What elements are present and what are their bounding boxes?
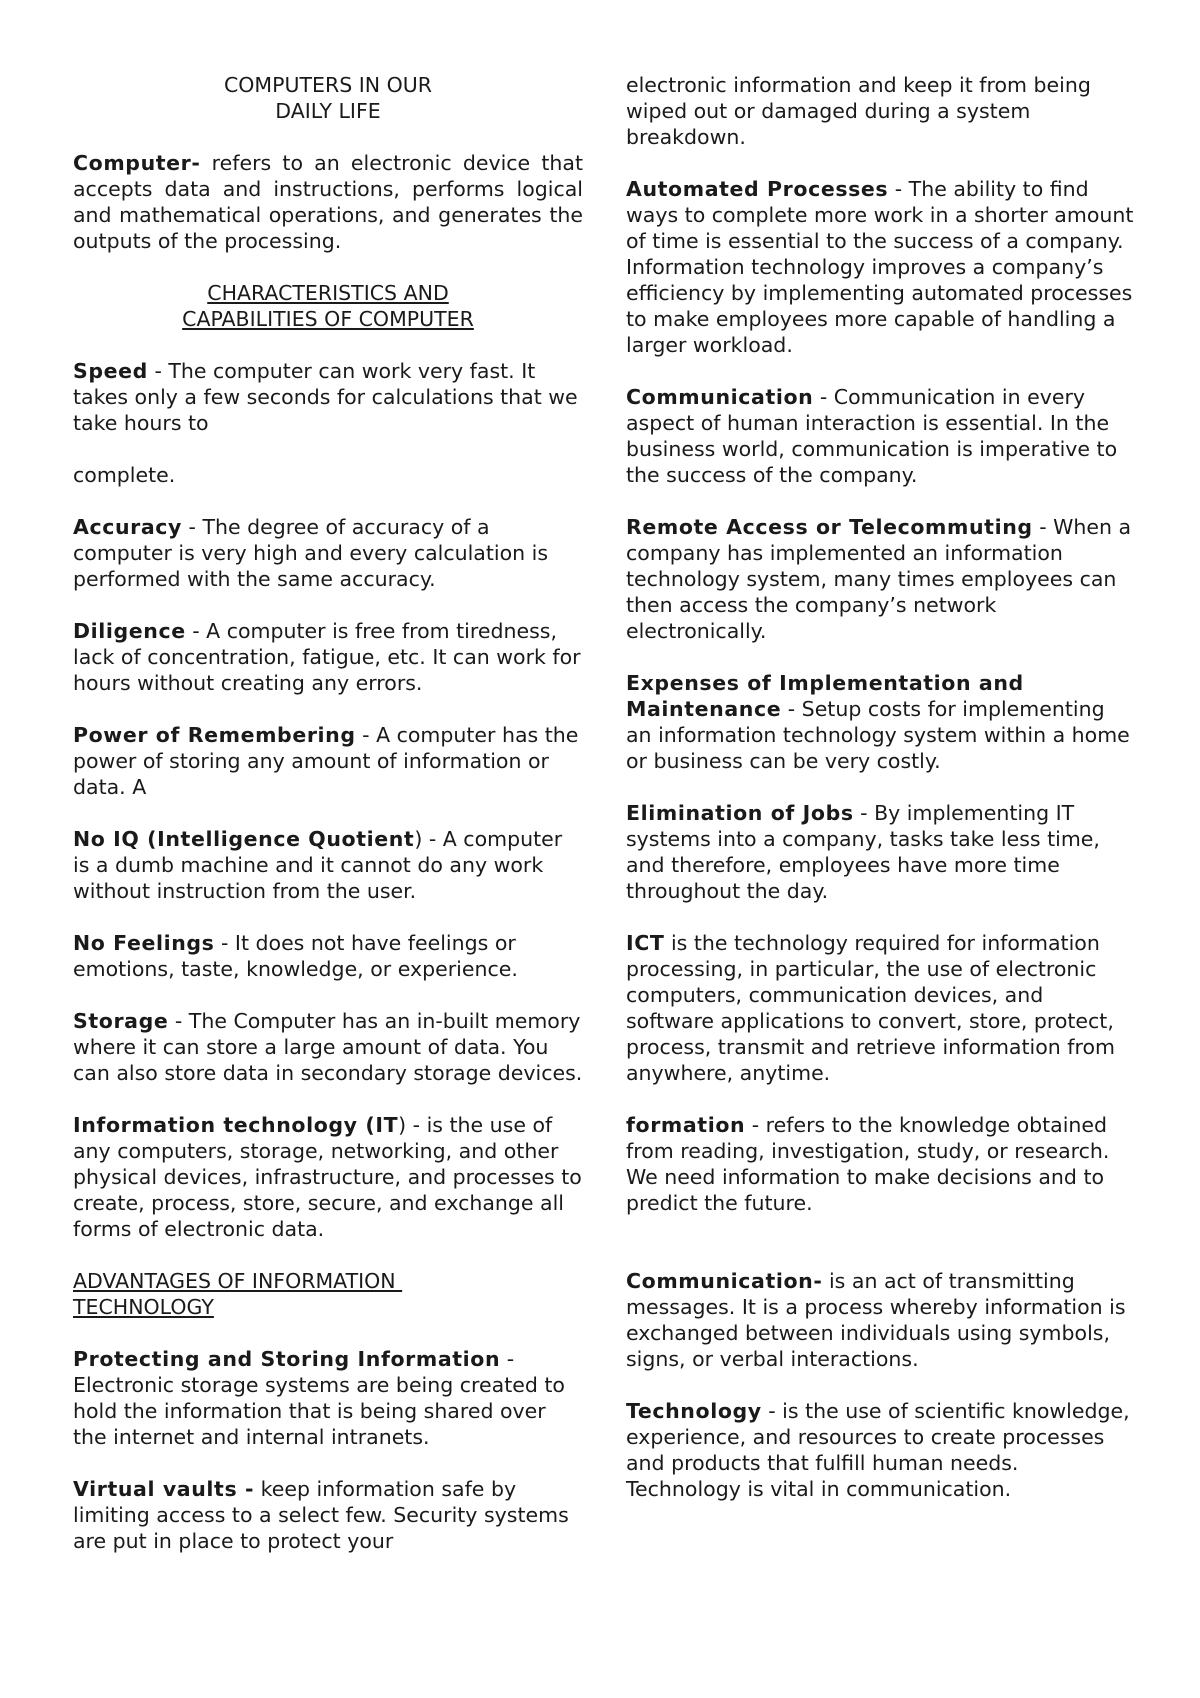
text-speed: - The computer can work very fast. It takes only a few seconds for calculations that we take hours to [73,359,578,435]
text-communication-definition: is an act of transmitting messages. It is a process whereby information is exchanged between individuals using symbols, signs, or verbal interactions. [626,1269,1126,1371]
document-title [73,72,583,124]
text-no-feelings: - It does not have feelings or emotions, taste, knowledge, or experience. [73,931,518,981]
text-expenses: - Setup costs for implementing an information technology system within a home or business can be very costly. [626,697,1130,773]
term-remote-access: Remote Access or Telecommuting [626,515,1033,539]
item-protecting [73,1346,583,1450]
definition-computer [73,150,583,254]
text-automated-processes: - The ability to find ways to complete more work in a shorter amount of time is essential to the success of a company. Information technology improves a company’s efficiency by implementing automated processes to make employees more capable of handling a larger workload. [626,177,1134,357]
term-computer: Computer- [73,151,201,175]
item-formation [626,1112,1136,1216]
term-ict: ICT [626,931,665,955]
item-elimination-of-jobs [626,800,1136,904]
term-formation: formation [626,1113,746,1137]
term-accuracy: Accuracy [73,515,183,539]
item-technology [626,1398,1136,1502]
item-no-feelings [73,930,583,982]
heading-characteristics-line-1: CHARACTERISTICS AND [207,281,449,305]
term-protecting: Protecting and Storing Information [73,1347,501,1371]
term-elimination-of-jobs: Elimination of Jobs [626,801,854,825]
term-speed: Speed [73,359,148,383]
item-expenses [626,670,1136,774]
title-line-1: COMPUTERS IN OUR [223,73,433,97]
heading-characteristics-line-2: CAPABILITIES OF COMPUTER [182,307,474,331]
item-information-technology [73,1112,583,1242]
text-diligence: - A computer is free from tiredness, lack of concentration, fatigue, etc. It can work for hours without creating any errors. [73,619,581,695]
item-no-iq [73,826,583,904]
text-formation: - refers to the knowledge obtained from reading, investigation, study, or research. We need information to make decisions and to predict the future. [626,1113,1110,1215]
text-communication: - Communication in every aspect of human interaction is essential. In the business world, communication is imperative to the success of the company. [626,385,1118,487]
term-expenses: Expenses of Implementation and Maintenance [626,671,1024,721]
text-ict: is the technology required for information processing, in particular, the use of electronic computers, communication devices, and software applications to convert, store, protect, process, transmit and retrieve information from anywhere, anytime. [626,931,1115,1085]
term-remembering: Power of Remembering [73,723,356,747]
text-information-technology: ) - is the use of any computers, storage, networking, and other physical devices, infrastructure, and processes to create, process, store, secure, and exchange all forms of electronic data. [73,1113,582,1241]
term-storage: Storage [73,1009,169,1033]
term-no-iq: No IQ (Intelligence Quotient [73,827,415,851]
heading-advantages [73,1268,583,1320]
item-speed-continuation: complete. [73,463,176,487]
term-communication-definition: Communication- [626,1269,823,1293]
text-remembering: - A computer has the power of storing any amount of information or data. A [73,723,579,799]
text-elimination-of-jobs: - By implementing IT systems into a company, tasks take less time, and therefore, employees have more time throughout the day. [626,801,1100,903]
item-diligence [73,618,583,696]
term-communication: Communication [626,385,814,409]
text-storage: - The Computer has an in-built memory where it can store a large amount of data. You can also store data in secondary storage devices. [73,1009,583,1085]
text-accuracy: - The degree of accuracy of a computer is very high and every calculation is performed with the same accuracy. [73,515,549,591]
item-communication [626,384,1136,488]
term-no-feelings: No Feelings [73,931,215,955]
item-virtual-vaults-continuation: electronic information and keep it from being wiped out or damaged during a system breakdown. [626,73,1091,149]
heading-advantages-line-2: TECHNOLOGY [73,1295,214,1319]
text-technology: - is the use of scientific knowledge, experience, and resources to create processes and products that fulfill human needs. Technology is vital in communication. [626,1399,1130,1501]
right-column [626,72,1136,1528]
item-communication-definition [626,1268,1136,1372]
text-computer: refers to an electronic device that accepts data and instructions, performs logical and mathematical operations, and generates the outputs of the processing. [73,151,583,253]
text-no-iq: ) - A computer is a dumb machine and it cannot do any work without instruction from the user. [73,827,563,903]
item-accuracy [73,514,583,592]
heading-advantages-line-1: ADVANTAGES OF INFORMATION [73,1269,403,1293]
item-speed [73,358,583,436]
heading-characteristics [73,280,583,332]
item-remote-access [626,514,1136,644]
text-protecting: - Electronic storage systems are being created to hold the information that is being shared over the internet and internal intranets. [73,1347,565,1449]
title-line-2: DAILY LIFE [275,99,381,123]
item-storage [73,1008,583,1086]
term-diligence: Diligence [73,619,186,643]
term-virtual-vaults: Virtual vaults - [73,1477,255,1501]
item-automated-processes [626,176,1136,358]
item-ict [626,930,1136,1086]
term-automated-processes: Automated Processes [626,177,889,201]
term-technology: Technology [626,1399,762,1423]
text-remote-access: - When a company has implemented an information technology system, many times employees can then access the company’s network electronically. [626,515,1132,643]
left-column [73,72,583,1580]
term-information-technology: Information technology (IT [73,1113,399,1137]
item-remembering [73,722,583,800]
text-virtual-vaults: keep information safe by limiting access to a select few. Security systems are put in place to protect your [73,1477,569,1553]
item-virtual-vaults [73,1476,583,1554]
